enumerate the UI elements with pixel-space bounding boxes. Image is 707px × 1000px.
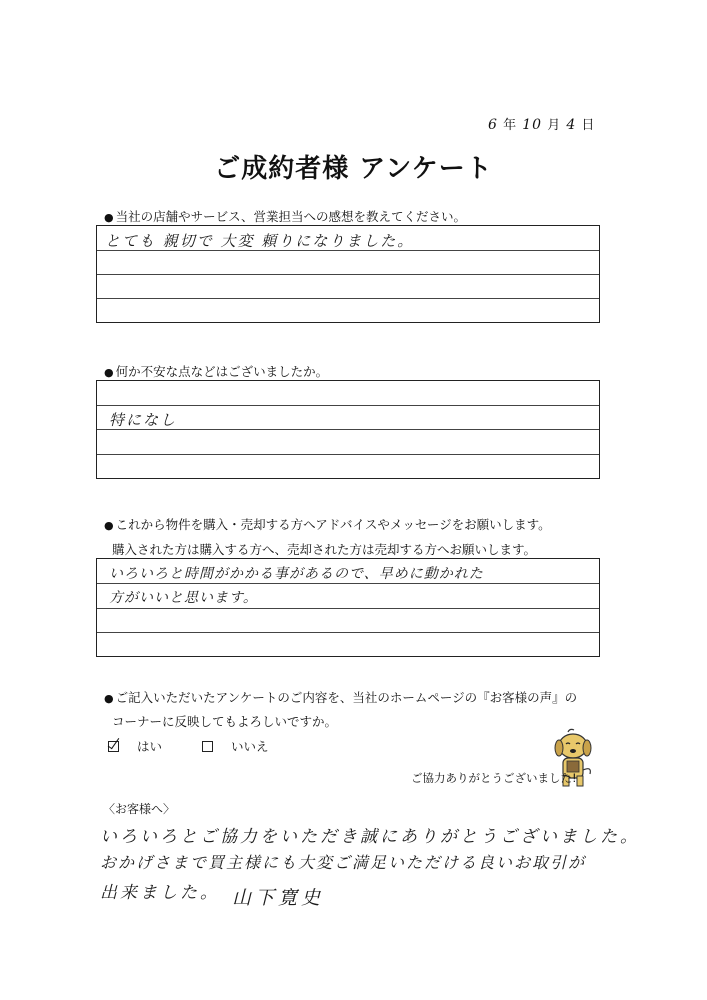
question-3-subtext: 購入された方は購入する方へ、売却された方は売却する方へお願いします。 — [112, 542, 537, 557]
date — [488, 114, 595, 133]
ruled-line — [97, 454, 599, 455]
checkbox-yes[interactable] — [108, 741, 119, 752]
ruled-line — [97, 298, 599, 299]
ruled-line — [97, 608, 599, 609]
answer-box-3 — [96, 558, 600, 657]
date-day-label: 日 — [581, 118, 596, 133]
option-no-label: いいえ — [231, 739, 269, 754]
answer-3-line-2: 方がいいと思います。 — [109, 590, 258, 606]
option-yes-label: はい — [137, 739, 163, 754]
ruled-line — [97, 405, 599, 406]
customer-message-line-3: 出来ました。 — [100, 883, 220, 903]
answer-3-line-1: いろいろと時間がかかる事があるので、早めに動かれた — [109, 566, 484, 582]
customer-message-line-2: おかげさまで買主様にも大変ご満足いただける良いお取引が — [100, 853, 587, 872]
question-3: ● これから物件を購入・売却する方へアドバイスやメッセージをお願いします。 — [104, 515, 551, 533]
question-4: ● ご記入いただいたアンケートのご内容を、当社のホームページの『お客様の声』の — [104, 688, 577, 706]
answer-1-line-1: とても 親切で 大変 頼りになりました。 — [105, 232, 415, 250]
date-year-label: 年 — [503, 118, 518, 133]
consent-options — [108, 737, 305, 755]
date-day: 4 — [566, 117, 577, 133]
question-1: ● 当社の店舗やサービス、営業担当への感想を教えてください。 — [104, 207, 466, 225]
customer-message-line-1: いろいろとご協力をいただき誠にありがとうございました。 — [100, 827, 640, 847]
option-no[interactable] — [202, 739, 287, 754]
date-month-label: 月 — [547, 118, 562, 133]
option-yes[interactable] — [108, 739, 180, 754]
ruled-line — [97, 274, 599, 275]
date-year: 6 — [488, 117, 498, 133]
customer-signature: 山下寛史 — [232, 887, 325, 909]
question-2: ● 何か不安な点などはございましたか。 — [104, 362, 328, 380]
ruled-line — [97, 583, 599, 584]
answer-2-line-1: 特になし — [109, 411, 178, 429]
ruled-line — [97, 632, 599, 633]
question-4-subtext: コーナーに反映してもよろしいですか。 — [112, 714, 338, 729]
answer-box-2 — [96, 380, 600, 479]
checkbox-no[interactable] — [202, 741, 213, 752]
answer-box-1 — [96, 225, 600, 323]
page-title: ご成約者様 アンケート — [214, 154, 493, 184]
customer-section-label: 〈お客様へ〉 — [103, 802, 176, 816]
date-month: 10 — [522, 117, 543, 133]
thanks-message: ご協力ありがとうございました! — [411, 771, 577, 785]
